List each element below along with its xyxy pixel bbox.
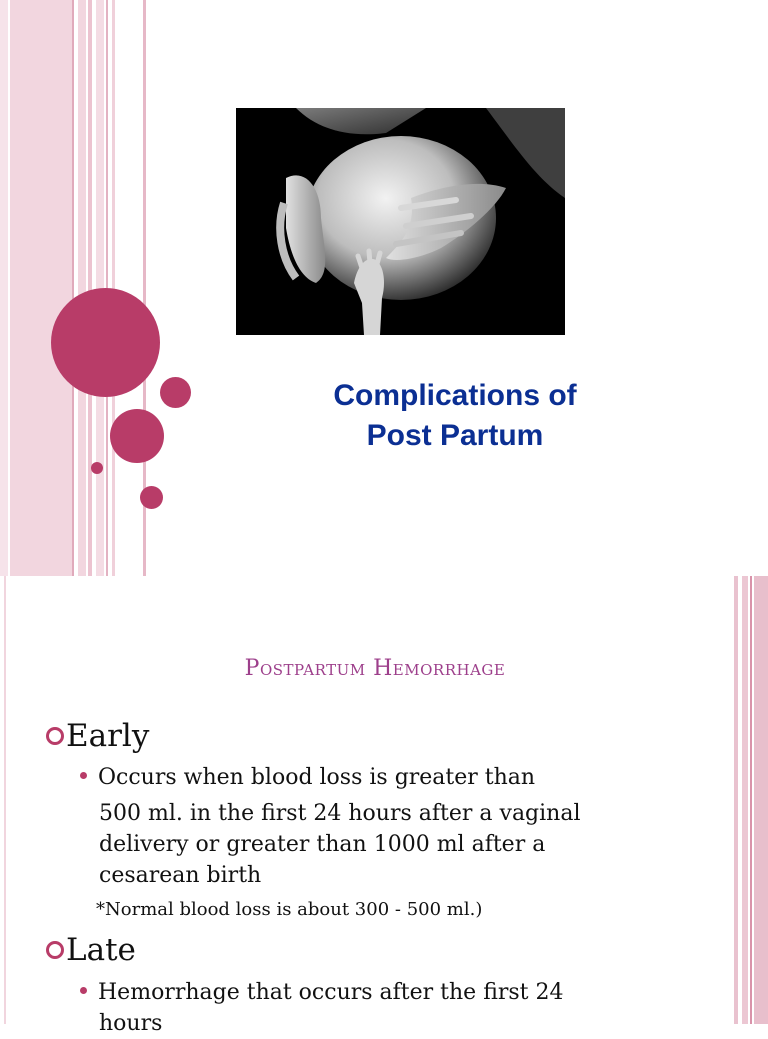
stripe [0, 0, 8, 576]
sub-bullet-text: hours [99, 1011, 163, 1036]
bullet-ring-icon [46, 727, 64, 745]
note-text: *Normal blood loss is about 300 - 500 ml.) [96, 899, 483, 920]
sub-bullet-text: delivery or greater than 1000 ml after a [99, 832, 546, 857]
bullet-dot-icon [80, 987, 87, 994]
slide-title-line: Post Partum [366, 419, 544, 452]
stripe [734, 576, 738, 1024]
bullet-label: Early [66, 718, 150, 754]
bullet-early [46, 718, 149, 754]
stripe [4, 576, 6, 1024]
decor-circle [160, 377, 191, 408]
slide-title [300, 376, 610, 456]
decor-circle [140, 486, 163, 509]
sub-bullet [80, 977, 564, 1008]
stripe [754, 576, 768, 1024]
bullet-ring-icon [46, 941, 64, 959]
sub-bullet-text: 500 ml. in the first 24 hours after a vaginal [99, 801, 581, 826]
slide-title-line: Complications of [333, 379, 577, 412]
bullet-late [46, 932, 136, 968]
sub-bullet [80, 762, 535, 793]
stripe [750, 576, 752, 1024]
stripe [88, 0, 92, 576]
bullet-label: Late [66, 932, 136, 968]
sub-bullet-text: Occurs when blood loss is greater than [98, 765, 536, 790]
slide-heading: Postpartum Hemorrhage [244, 656, 506, 681]
stripe [78, 0, 86, 576]
sub-bullet-text: Hemorrhage that occurs after the first 24 [98, 980, 564, 1005]
pregnant-belly-photo [236, 108, 565, 335]
decor-circle [110, 409, 164, 463]
decor-circle-small [91, 462, 103, 474]
stripe [10, 0, 72, 576]
decor-circle-large [51, 288, 160, 397]
stripe [72, 0, 74, 576]
sub-bullet-text: cesarean birth [99, 863, 262, 888]
bullet-dot-icon [80, 772, 87, 779]
stripe [742, 576, 748, 1024]
